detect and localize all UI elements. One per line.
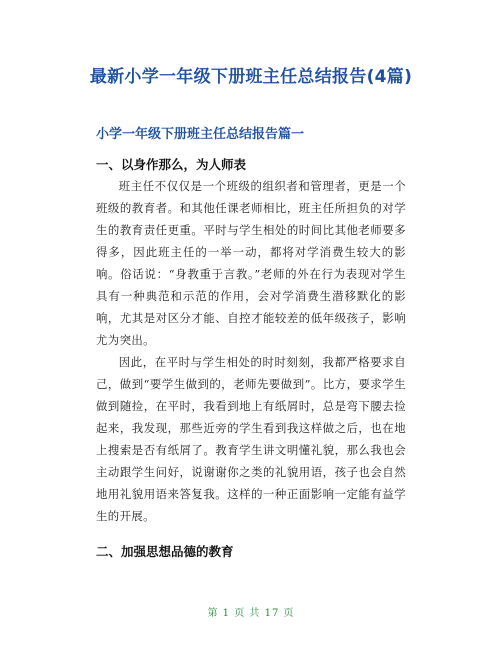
heading-1: 一、以身作那么，为人师表: [96, 157, 247, 172]
paragraph-1: 班主任不仅仅是一个班级的组织者和管理者，更是一个班级的教育者。和其他任课老师相比，班主任所担负的对学生的教育责任更重。平时与学生相处的时间比其他老师要多得多，因此班主任的一举一动，都将对学消费生较大的影响。俗话说：“身教重于言教。”老师的外在行为表现对学生具有一种典范和示范的作用，会对学消费生潜移默化的影响，尤其是对区分才能、自控才能较差的低年级孩子，影响尤为突出。: [96, 179, 406, 347]
section-title: 小学一年级下册班主任总结报告篇一: [96, 127, 305, 142]
paragraph-2: 因此，在平时与学生相处的时时刻刻，我都严格要求自己，做到“要学生做到的，老师先要做到”。比方，要求学生做到随捡，在平时，我看到地上有纸屑时，总是弯下腰去捡起来，我发现，那些近旁的学生看到我这样做之后，也在地上搜索是否有纸屑了。教育学生讲文明懂礼貌，那么我也会主动跟学生问好，说谢谢你之类的礼貌用语，孩子也会自然地用礼貌用语来答复我。这样的一种正面影响一定能有益学生的开展。: [96, 355, 406, 523]
page-footer: 第 1 页 共 17 页: [207, 608, 295, 619]
heading-2: 二、加强思想品德的教育: [96, 544, 234, 559]
document-title: 最新小学一年级下册班主任总结报告(4篇): [89, 67, 413, 87]
